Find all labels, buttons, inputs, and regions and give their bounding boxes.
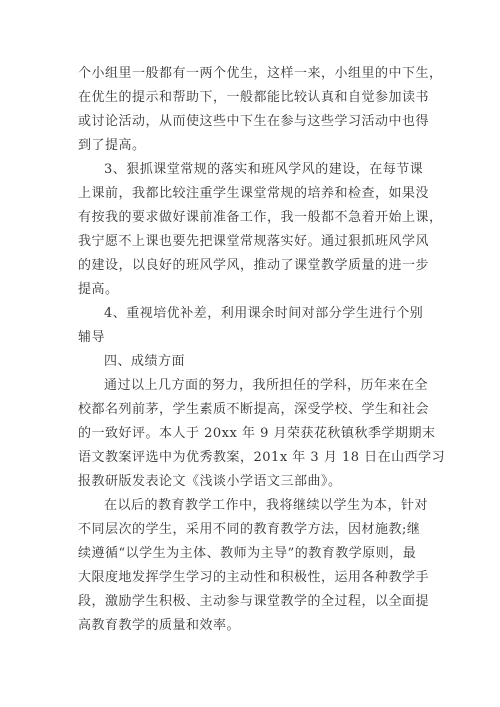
text-line: 辅导 [78,330,106,345]
section-heading: 四、成绩方面 [104,354,186,369]
text-line: 报教研版发表论文《浅谈小学语文三部曲》。 [78,474,342,489]
text-line: 我宁愿不上课也要先把课堂常规落实好。通过狠抓班风学风 [78,234,430,249]
text-line: 的一致好评。本人于 20xx 年 9 月荣获花秋镇秋季学期期末 [78,426,436,441]
text-line: 高教育教学的质量和效率。 [78,618,241,633]
text-line: 到了提高。 [78,138,146,153]
document-body [78,62,446,638]
text-line: 通过以上几方面的努力，我所担任的学科，历年来在全 [104,378,429,393]
text-line: 在以后的教育教学工作中，我将继续以学生为本，针对 [104,498,429,513]
text-line: 提高。 [78,282,119,297]
text-line: 4、重视培优补差，利用课余时间对部分学生进行个别 [104,306,424,321]
text-line: 个小组里一般都有一两个优生，这样一来，小组里的中下生， [78,66,443,81]
text-line: 不同层次的学生，采用不同的教育教学方法，因材施教;继 [78,522,421,537]
text-line: 3、狠抓课堂常规的落实和班风学风的建设，在每节课 [104,162,424,177]
text-line: 语文教案评选中为优秀教案，201x 年 3 月 18 日在山西学习 [78,450,446,465]
text-line: 在优生的提示和帮助下，一般都能比较认真和自觉参加读书 [78,90,430,105]
text-line: 的建设，以良好的班风学风，推动了课堂教学质量的进一步 [78,258,430,273]
text-line: 续遵循“以学生为主体、教师为主导”的教育教学原则，最 [78,546,417,561]
text-line: 上课前，我都比较注重学生课堂常规的培养和检查，如果没 [78,186,430,201]
text-line: 大限度地发挥学生学习的主动性和积极性，运用各种教学手 [78,570,430,585]
text-line: 或讨论活动，从而使这些中下生在参与这些学习活动中也得 [78,114,430,129]
text-line: 段，激励学生积极、主动参与课堂教学的全过程，以全面提 [78,594,430,609]
text-line: 有按我的要求做好课前准备工作，我一般都不急着开始上课， [78,210,443,225]
text-line: 校都名列前茅，学生素质不断提高，深受学校、学生和社会 [78,402,430,417]
